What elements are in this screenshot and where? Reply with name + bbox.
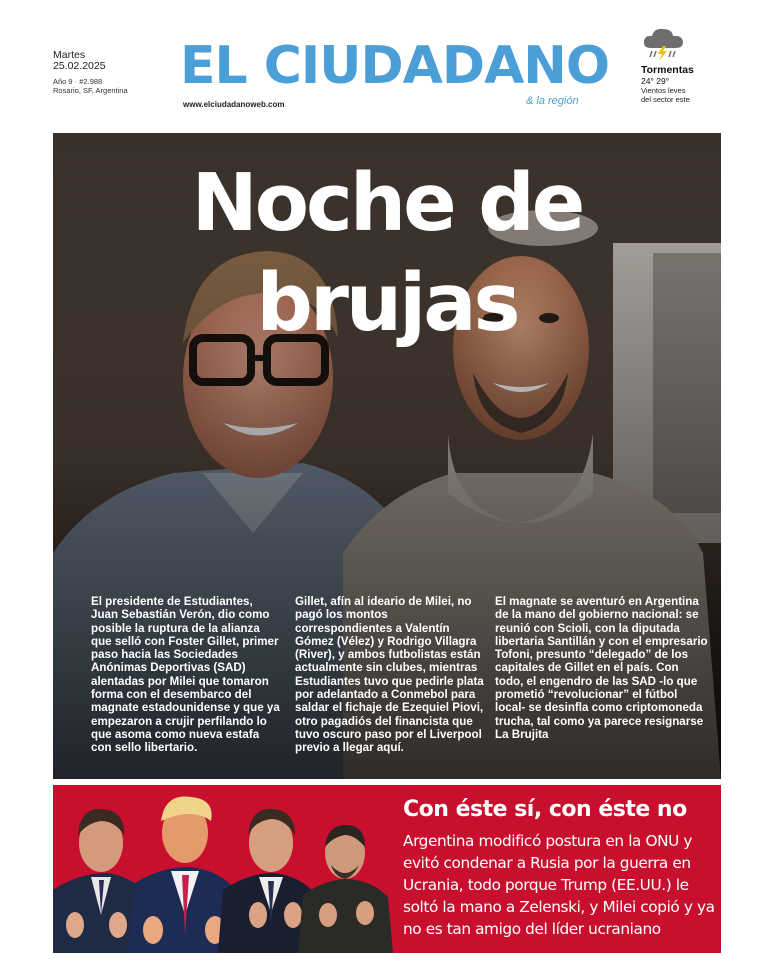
issue-location: Rosario, SF, Argentina [53, 86, 128, 95]
issue-date: 25.02.2025 [53, 60, 106, 72]
masthead [0, 0, 768, 128]
lead-headline[interactable]: Noche de brujas [191, 157, 583, 349]
lead-column-2: Gillet, afín al ideario de Milei, no pagó los montos correspondientes a Valentín Gómez (Vélez) y Rodrigo Villagra (River), y ambos futbolistas están actualmente sin clubes, mientras Estudiantes tuvo que pedirle plata por adelantado a Conmebol para saldar el fichaje de Ezequiel Piovi, otro pagadiós del financista que tuvo oscuro paso por el Liverpool previo a llegar aquí. [295, 595, 484, 755]
date-block [53, 50, 128, 95]
lead-column-1: El presidente de Estudiantes, Juan Sebastián Verón, dio como posible la ruptura de la alianza que selló con Foster Gillet, primer paso hacia las Sociedades Anónimas Deportivas (SAD) alentadas por Milei que tomaron forma con el desembarco del magnate estadounidense y que ya empezaron a crujir perfilando lo que asoma como nueva estafa con sello libertario. [91, 595, 280, 755]
storm-cloud-icon [641, 26, 687, 62]
issue-edition: Año 9 · #2.988 [53, 77, 103, 86]
logo-tagline: & la región [526, 95, 579, 107]
newspaper-logo[interactable]: EL CIUDADANO [180, 36, 610, 96]
secondary-story-photo [53, 785, 398, 953]
lead-column-3: El magnate se aventuró en Argentina de la mano del gobierno nacional: se reunió con Scioli, con la diputada libertaria Santillán y con el empresario Tofoni, presunto “delegado” de los capitales de Gillet en el país. Con todo, el engendro de las SAD -lo que prometió “revolucionar” el fútbol local- se desinfla como criptomoneda trucha, tal como ya parece resignarse La Brujita [495, 595, 708, 741]
secondary-headline[interactable]: Con éste sí, con éste no [403, 797, 687, 822]
weather-condition: Tormentas [641, 64, 694, 76]
lead-story[interactable] [53, 133, 721, 779]
issue-day: Martes [53, 49, 86, 61]
website-link[interactable]: www.elciudadanoweb.com [183, 100, 285, 109]
secondary-body: Argentina modificó postura en la ONU y evitó condenar a Rusia por la guerra en Ucrania, todo porque Trump (EE.UU.) le soltó la mano a Zelenski, y Milei copió y ya no es tan amigo del líder ucraniano [403, 832, 715, 938]
weather-widget [641, 26, 751, 104]
secondary-story[interactable] [53, 785, 721, 953]
weather-wind-line1: Vientos leves [641, 86, 686, 95]
weather-wind-line2: del sector este [641, 95, 690, 104]
weather-temperature: 24° 29° [641, 76, 670, 86]
